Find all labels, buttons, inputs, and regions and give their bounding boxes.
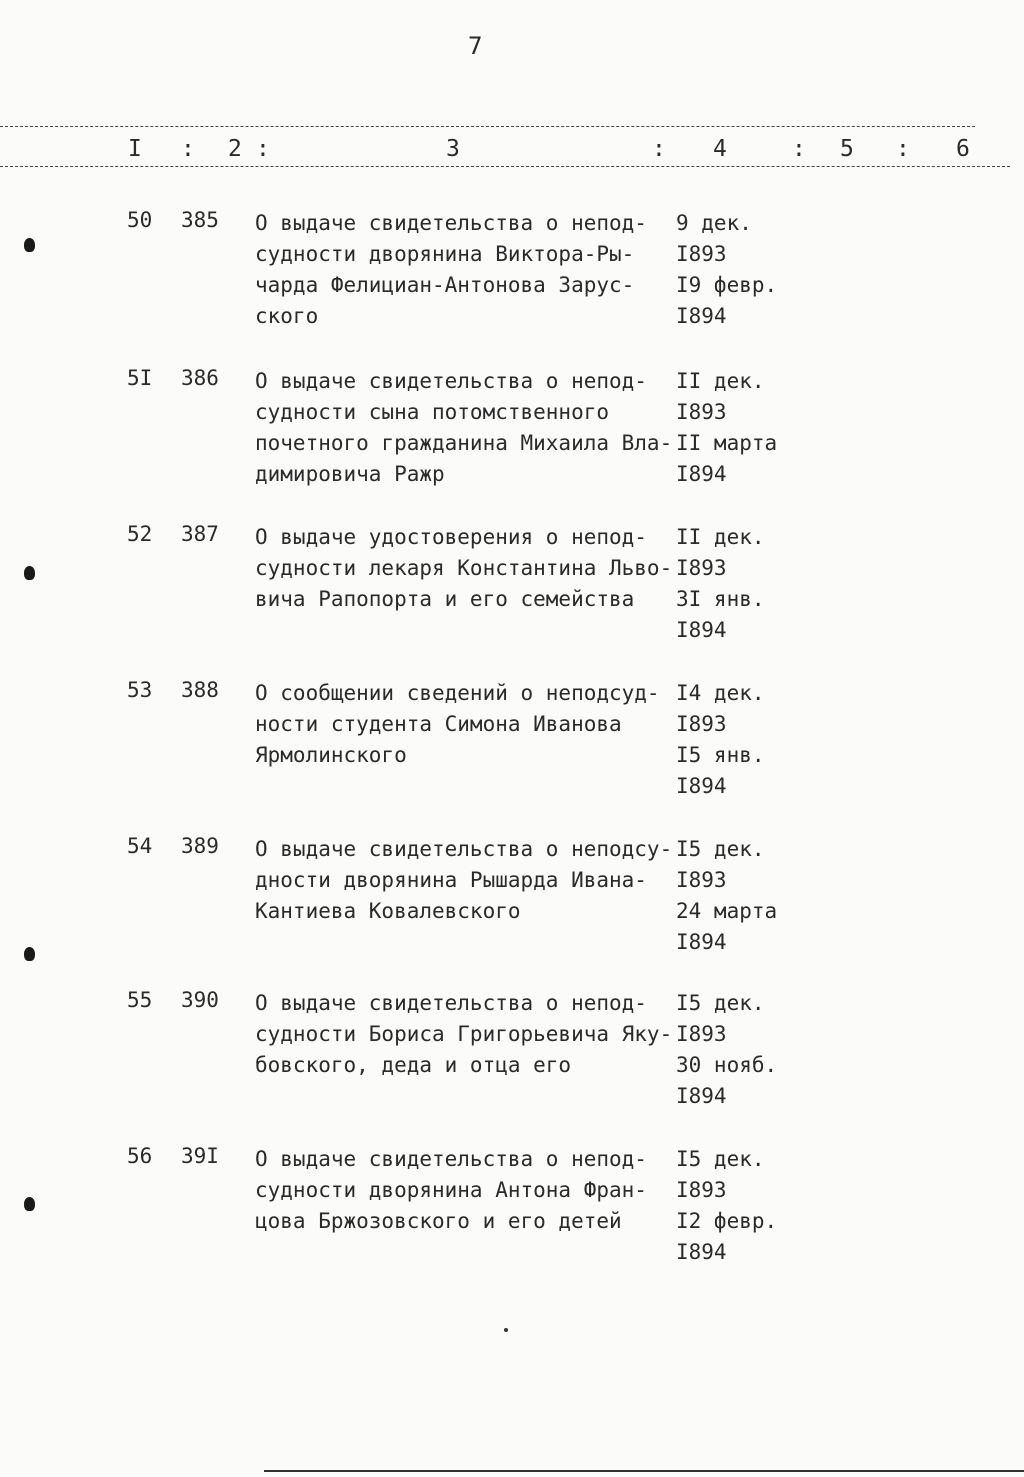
start-year: I893 bbox=[676, 1178, 727, 1202]
description-line: О выдаче свидетельства о непод- bbox=[255, 1147, 647, 1171]
end-date: I2 февр. bbox=[676, 1209, 778, 1233]
entry-number: 56 bbox=[127, 1144, 153, 1168]
scan-speck bbox=[504, 1328, 508, 1332]
end-year: I894 bbox=[676, 930, 727, 954]
description-line: дности дворянина Рышарда Ивана- bbox=[255, 868, 647, 892]
description-line: ности студента Симона Иванова bbox=[255, 712, 622, 736]
end-year: I894 bbox=[676, 1240, 727, 1264]
punch-hole-mark bbox=[24, 238, 35, 252]
column-separator: : bbox=[652, 136, 666, 162]
start-date: I5 дек. bbox=[676, 837, 765, 861]
description-line: О выдаче удостоверения о непод- bbox=[255, 525, 647, 549]
description-line: О выдаче свидетельства о неподсу- bbox=[255, 837, 673, 861]
page-bottom-rule bbox=[264, 1470, 1024, 1472]
start-year: I893 bbox=[676, 400, 727, 424]
description-line: О сообщении сведений о неподсуд- bbox=[255, 681, 660, 705]
document-number: 386 bbox=[181, 366, 219, 390]
end-year: I894 bbox=[676, 618, 727, 642]
description-line: чарда Фелициан-Антонова Зарус- bbox=[255, 273, 635, 297]
entry-number: 54 bbox=[127, 834, 153, 858]
register-entry bbox=[0, 522, 1024, 662]
end-year: I894 bbox=[676, 1084, 727, 1108]
document-number: 387 bbox=[181, 522, 219, 546]
start-year: I893 bbox=[676, 1022, 727, 1046]
start-date: 9 дек. bbox=[676, 211, 752, 235]
entry-number: 52 bbox=[127, 522, 153, 546]
description-line: Кантиева Ковалевского bbox=[255, 899, 521, 923]
column-separator: : bbox=[792, 136, 806, 162]
description-line: ского bbox=[255, 304, 319, 328]
start-date: II дек. bbox=[676, 525, 765, 549]
document-number: 385 bbox=[181, 208, 219, 232]
end-date: I9 февр. bbox=[676, 273, 778, 297]
register-entry bbox=[0, 366, 1024, 506]
page-number: 7 bbox=[468, 32, 483, 60]
end-date: I5 янв. bbox=[676, 743, 765, 767]
description-line: судности дворянина Виктора-Ры- bbox=[255, 242, 635, 266]
description-line: Ярмолинского bbox=[255, 743, 407, 767]
description-line: судности сына потомственного bbox=[255, 400, 610, 424]
column-header-2: 2 bbox=[228, 136, 242, 162]
header-bottom-rule bbox=[0, 166, 1010, 167]
document-number: 390 bbox=[181, 988, 219, 1012]
document-number: 388 bbox=[181, 678, 219, 702]
register-entry bbox=[0, 988, 1024, 1128]
punch-hole-mark bbox=[24, 566, 35, 580]
column-header-3: 3 bbox=[446, 136, 460, 162]
column-header-5: 5 bbox=[840, 136, 854, 162]
column-header-4: 4 bbox=[713, 136, 727, 162]
register-entry bbox=[0, 834, 1024, 974]
description-line: бовского, деда и отца его bbox=[255, 1053, 572, 1077]
description-line: О выдаче свидетельства о непод- bbox=[255, 369, 647, 393]
start-date: I5 дек. bbox=[676, 991, 765, 1015]
end-year: I894 bbox=[676, 774, 727, 798]
register-entry bbox=[0, 208, 1024, 348]
description-line: судности дворянина Антона Фран- bbox=[255, 1178, 647, 1202]
start-year: I893 bbox=[676, 712, 727, 736]
description-line: почетного гражданина Михаила Вла- bbox=[255, 431, 673, 455]
description-line: димировича Ражр bbox=[255, 462, 445, 486]
description-line: О выдаче свидетельства о непод- bbox=[255, 991, 647, 1015]
end-date: II марта bbox=[676, 431, 778, 455]
entry-number: 5I bbox=[127, 366, 153, 390]
end-year: I894 bbox=[676, 462, 727, 486]
entry-number: 55 bbox=[127, 988, 153, 1012]
description-line: судности Бориса Григорьевича Яку- bbox=[255, 1022, 673, 1046]
punch-hole-mark bbox=[24, 1197, 35, 1211]
description-line: О выдаче свидетельства о непод- bbox=[255, 211, 647, 235]
end-date: 30 нояб. bbox=[676, 1053, 778, 1077]
punch-hole-mark bbox=[24, 947, 35, 961]
description-line: цова Бржозовского и его детей bbox=[255, 1209, 622, 1233]
entry-number: 53 bbox=[127, 678, 153, 702]
end-year: I894 bbox=[676, 304, 727, 328]
description-line: судности лекаря Константина Льво- bbox=[255, 556, 673, 580]
end-date: 24 марта bbox=[676, 899, 778, 923]
start-year: I893 bbox=[676, 242, 727, 266]
column-header-1: I bbox=[128, 136, 142, 162]
column-separator: : bbox=[181, 136, 195, 162]
description-line: вича Рапопорта и его семейства bbox=[255, 587, 635, 611]
column-separator: : bbox=[256, 136, 270, 162]
document-number: 39I bbox=[181, 1144, 219, 1168]
start-date: I5 дек. bbox=[676, 1147, 765, 1171]
start-date: I4 дек. bbox=[676, 681, 765, 705]
register-entry bbox=[0, 678, 1024, 818]
start-year: I893 bbox=[676, 868, 727, 892]
register-entry bbox=[0, 1144, 1024, 1284]
start-date: II дек. bbox=[676, 369, 765, 393]
start-year: I893 bbox=[676, 556, 727, 580]
column-header-6: 6 bbox=[956, 136, 970, 162]
entry-number: 50 bbox=[127, 208, 153, 232]
end-date: 3I янв. bbox=[676, 587, 765, 611]
document-number: 389 bbox=[181, 834, 219, 858]
header-top-rule bbox=[0, 126, 975, 127]
column-separator: : bbox=[896, 136, 910, 162]
